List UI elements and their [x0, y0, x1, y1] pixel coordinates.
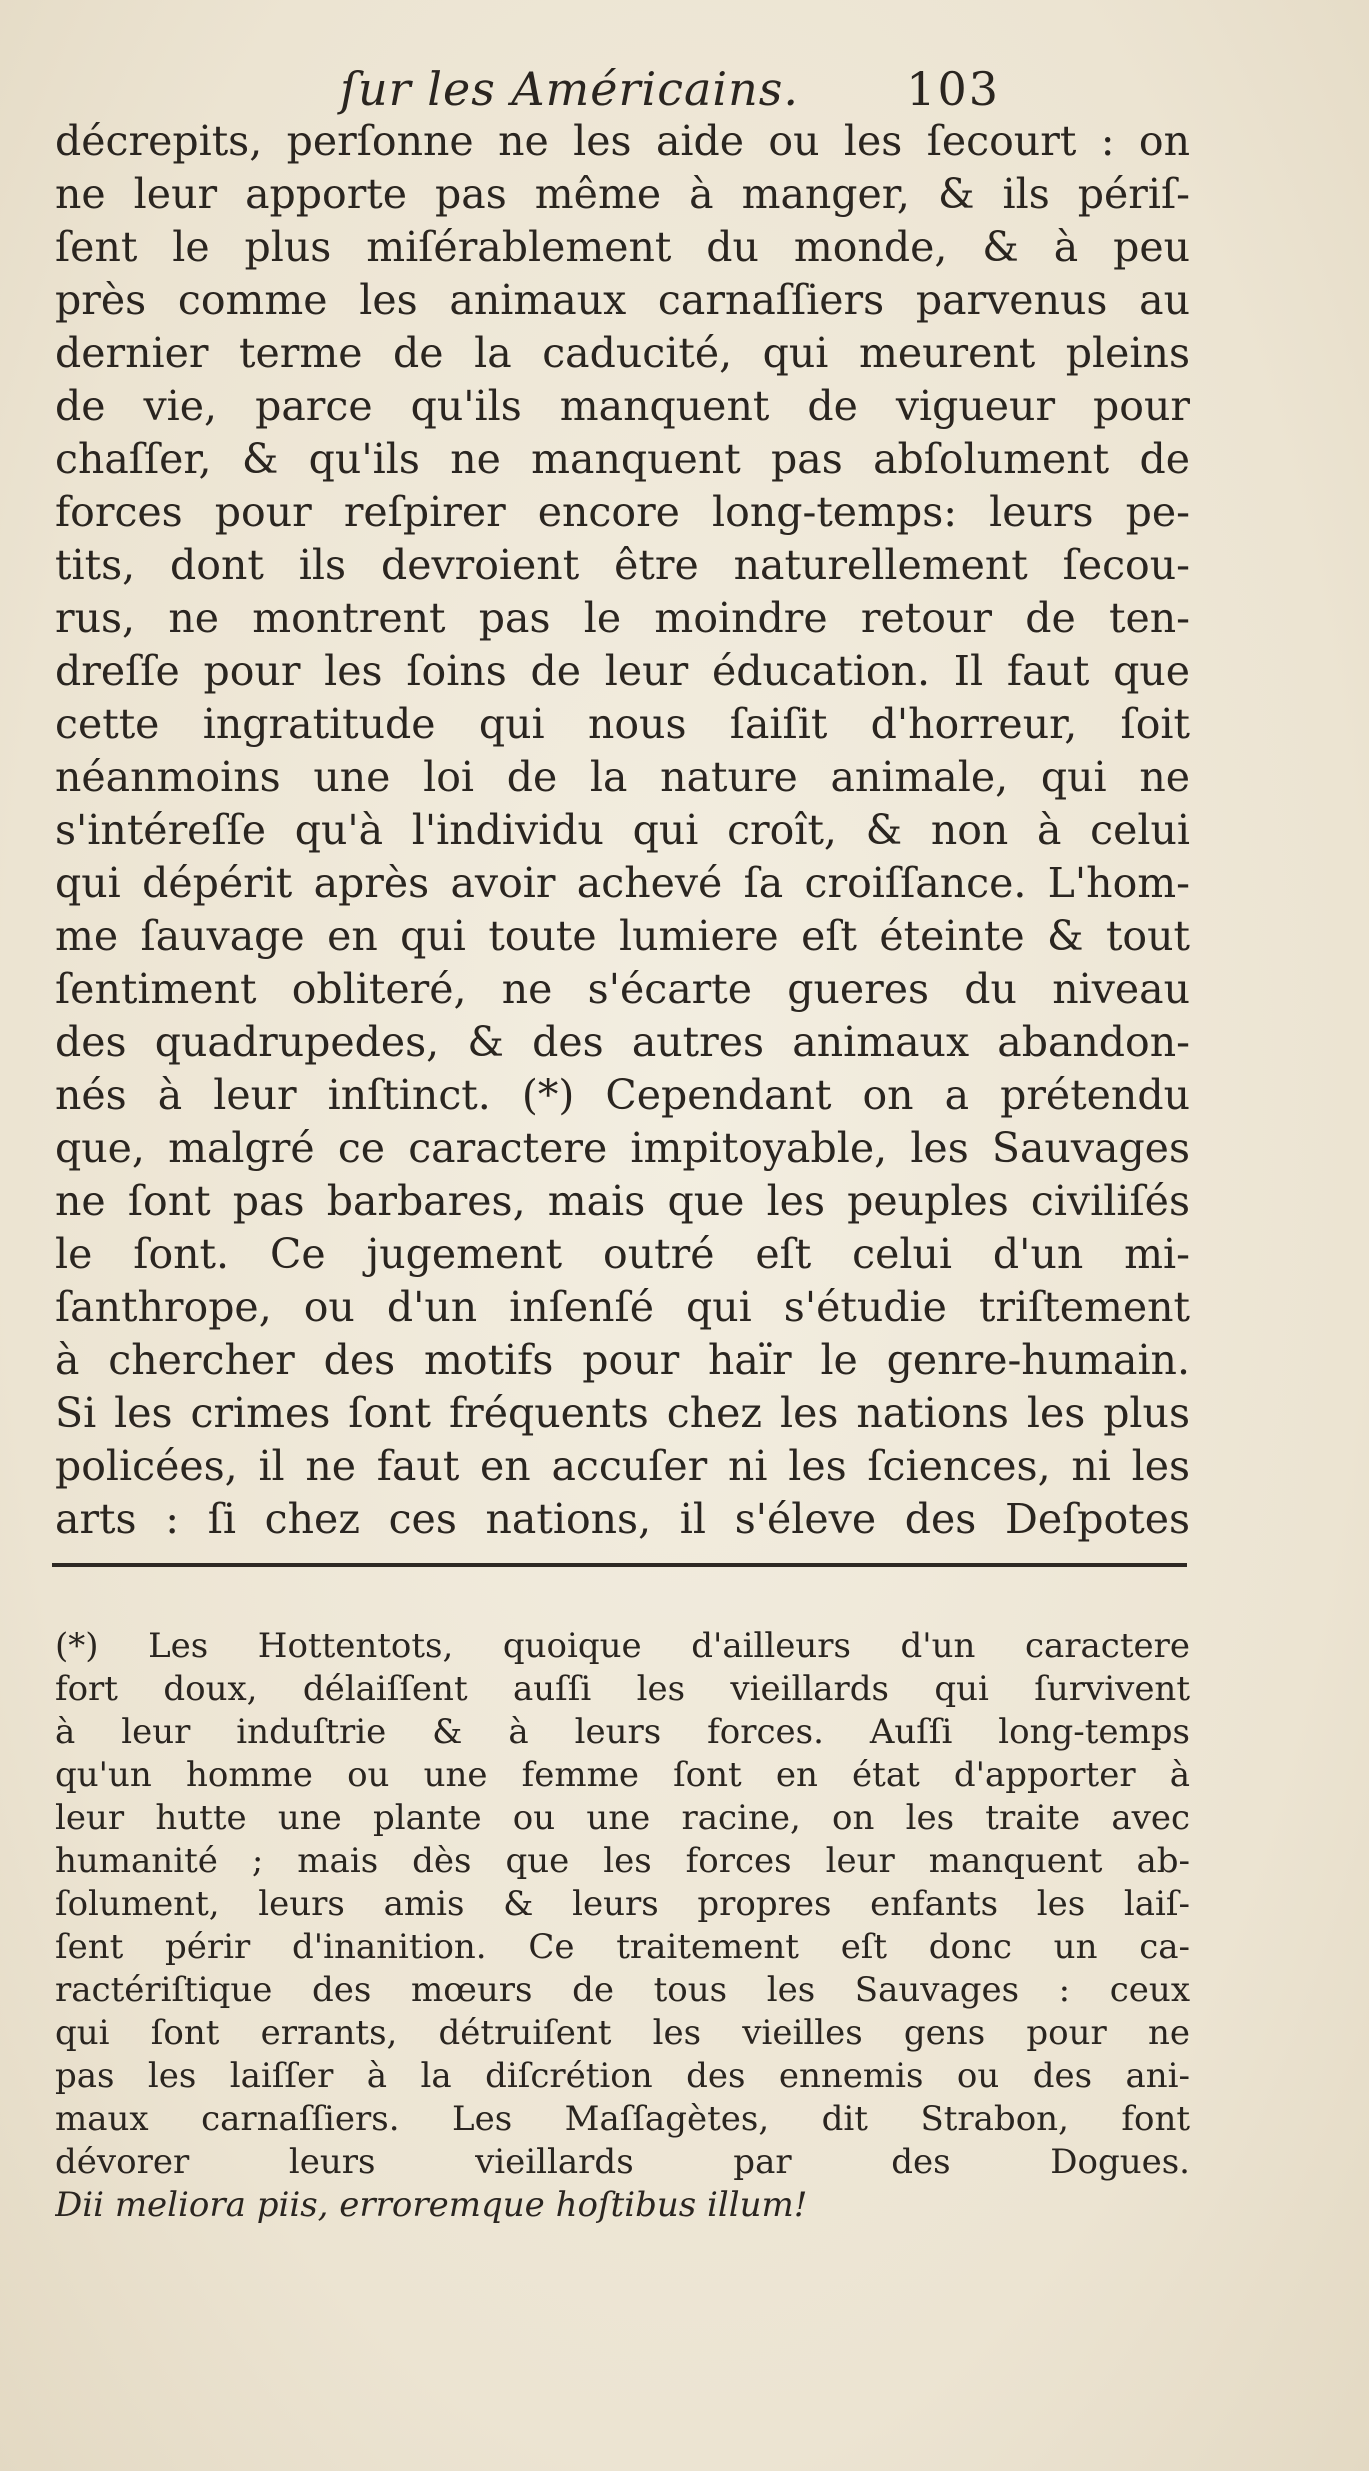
text-line: décrepits, perſonne ne les aide ou les ſecourt : on: [55, 117, 1190, 165]
footnote-line: ſent périr d'inanition. Ce traitement eſt donc un ca-: [55, 1927, 1190, 1967]
text-line: le ſont. Ce jugement outré eſt celui d'un mi-: [55, 1230, 1190, 1278]
footnote-line: à leur induſtrie & à leurs forces. Auſſi long-temps: [55, 1712, 1190, 1752]
text-line: tits, dont ils devroient être naturellement ſecou-: [55, 541, 1190, 589]
text-line: dernier terme de la caducité, qui meurent pleins: [55, 329, 1190, 377]
text-line: ſent le plus miſérablement du monde, & à peu: [55, 223, 1190, 271]
page-number: 103: [906, 62, 1000, 116]
text-line: policées, il ne faut en accuſer ni les ſciences, ni les: [55, 1442, 1190, 1490]
text-line: des quadrupedes, & des autres animaux abandon-: [55, 1018, 1190, 1066]
text-line: rus, ne montrent pas le moindre retour de ten-: [55, 594, 1190, 642]
text-line: Si les crimes ſont fréquents chez les nations les plus: [55, 1389, 1190, 1437]
running-title: ſur les Américains.: [340, 62, 799, 116]
text-line: néanmoins une loi de la nature animale, qui ne: [55, 753, 1190, 801]
footnote-line: ſolument, leurs amis & leurs propres enfants les laiſ-: [55, 1884, 1190, 1924]
footnote: [55, 1625, 1190, 2227]
text-line: forces pour reſpirer encore long-temps: leurs pe-: [55, 488, 1190, 536]
text-line: près comme les animaux carnaſſiers parvenus au: [55, 276, 1190, 324]
text-line: que, malgré ce caractere impitoyable, les Sauvages: [55, 1124, 1190, 1172]
footnote-line: qu'un homme ou une femme ſont en état d'apporter à: [55, 1755, 1190, 1795]
text-line: arts : ſi chez ces nations, il s'éleve des Deſpotes: [55, 1495, 1190, 1543]
footnote-latin-line: [55, 2184, 1190, 2227]
footnote-line: ractériſtique des mœurs de tous les Sauvages : ceux: [55, 1970, 1190, 2010]
text-line: cette ingratitude qui nous ſaiſit d'horreur, ſoit: [55, 700, 1190, 748]
footnote-line: (*) Les Hottentots, quoique d'ailleurs d'un caractere: [55, 1626, 1190, 1666]
text-line: qui dépérit après avoir achevé ſa croiſſance. L'hom-: [55, 859, 1190, 907]
footnote-line: humanité ; mais dès que les forces leur manquent ab-: [55, 1841, 1190, 1881]
text-line: ne leur apporte pas même à manger, & ils périſ-: [55, 170, 1190, 218]
text-line: chaſſer, & qu'ils ne manquent pas abſolument de: [55, 435, 1190, 483]
footnote-line: maux carnaſſiers. Les Maſſagètes, dit Strabon, font: [55, 2099, 1190, 2139]
footnote-line: leur hutte une plante ou une racine, on les traite avec: [55, 1798, 1190, 1838]
text-line: à chercher des motifs pour haïr le genre-humain.: [55, 1336, 1190, 1384]
text-line: me ſauvage en qui toute lumiere eſt éteinte & tout: [55, 912, 1190, 960]
footnote-line: pas les laiſſer à la diſcrétion des ennemis ou des ani-: [55, 2056, 1190, 2096]
text-line: nés à leur inſtinct. (*) Cependant on a prétendu: [55, 1071, 1190, 1119]
text-line: ſanthrope, ou d'un inſenſé qui s'étudie triſtement: [55, 1283, 1190, 1331]
footnote-line: fort doux, délaiſſent auſſi les vieillards qui ſurvivent: [55, 1669, 1190, 1709]
text-line: de vie, parce qu'ils manquent de vigueur pour: [55, 382, 1190, 430]
footnote-line: qui ſont errants, détruiſent les vieilles gens pour ne: [55, 2013, 1190, 2053]
text-line: s'intéreſſe qu'à l'individu qui croît, & non à celui: [55, 806, 1190, 854]
latin-quote: Dii meliora piis, erroremque hoſtibus illum!: [55, 2185, 808, 2225]
text-line: ne ſont pas barbares, mais que les peuples civiliſés: [55, 1177, 1190, 1225]
footnote-divider: [52, 1563, 1187, 1567]
text-line: ſentiment obliteré, ne s'écarte gueres du niveau: [55, 965, 1190, 1013]
body-text: [55, 115, 1190, 1546]
text-line: dreſſe pour les ſoins de leur éducation. Il faut que: [55, 647, 1190, 695]
footnote-line: dévorer leurs vieillards par des Dogues.: [55, 2142, 1190, 2182]
